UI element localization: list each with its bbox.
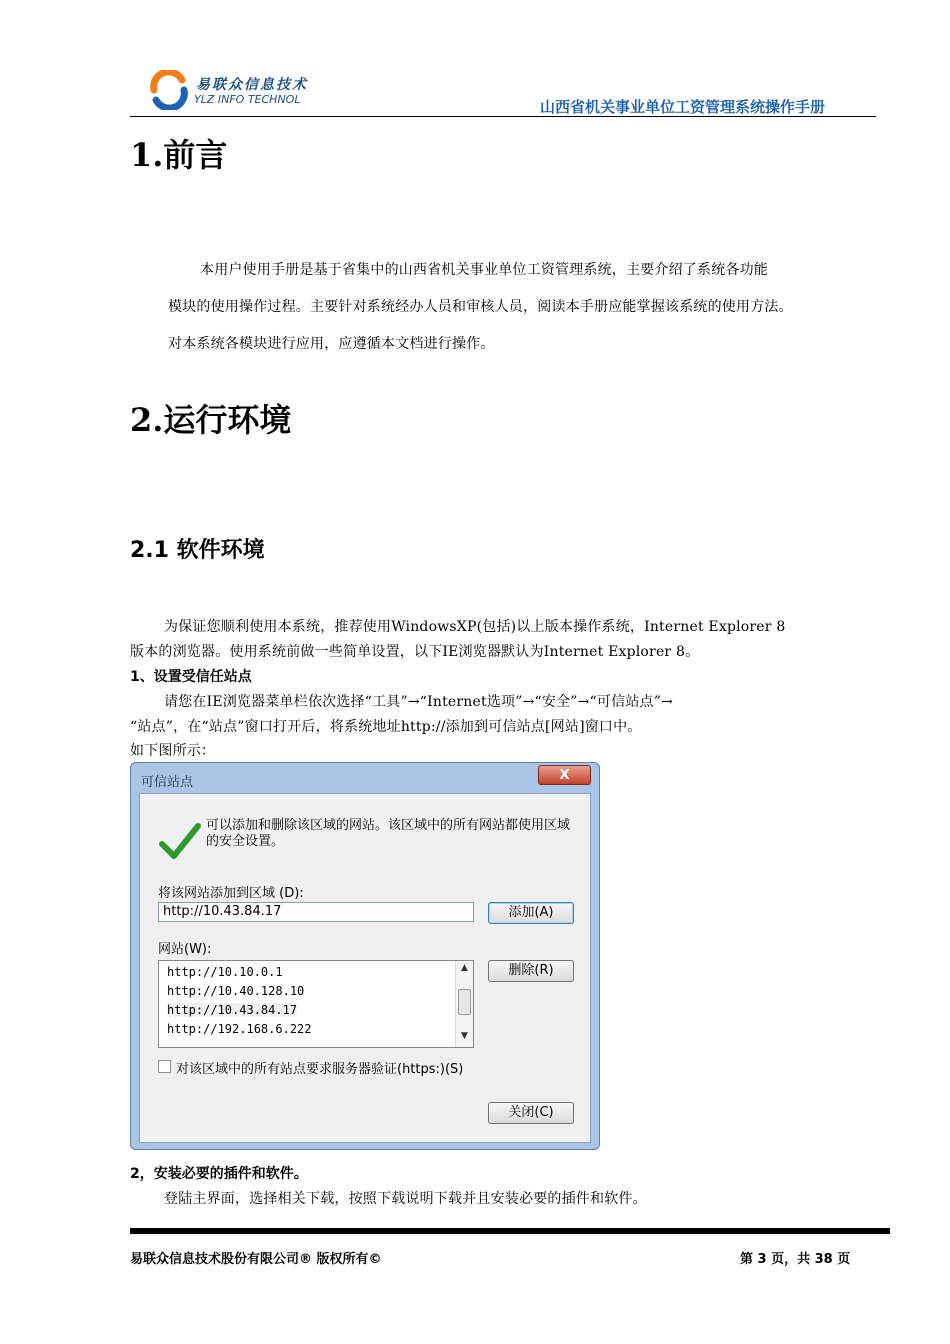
https-label: 对该区域中的所有站点要求服务器验证(https:)(S) (176, 1062, 464, 1077)
logo-english-text: YLZ INFO TECHNOL (194, 93, 301, 106)
https-checkbox[interactable] (158, 1060, 171, 1073)
preface-paragraph-line: 模块的使用操作过程。主要针对系统经办人员和审核人员，阅读本手册应能掌握该系统的使用方法。 (168, 299, 793, 315)
header-divider (130, 116, 876, 117)
section-heading-preface: 1.前言 (130, 136, 228, 174)
preface-paragraph-line: 对本系统各模块进行应用，应遵循本文档进行操作。 (168, 336, 495, 352)
add-site-label: 将该网站添加到区域 (D): (158, 886, 304, 901)
preface-paragraph-line: 本用户使用手册是基于省集中的山西省机关事业单位工资管理系统，主要介绍了系统各功能 (200, 262, 768, 278)
step2-line: 登陆主界面，选择相关下载，按照下载说明下载并且安装必要的插件和软件。 (164, 1191, 647, 1207)
dialog-title: 可信站点 (141, 775, 194, 790)
step1-title: 1、设置受信任站点 (130, 669, 252, 685)
dialog-info-text: 可以添加和删除该区域的网站。该区域中的所有网站都使用区域的安全设置。 (206, 818, 571, 849)
sites-label: 网站(W): (158, 942, 212, 957)
checkmark-icon (158, 820, 202, 864)
add-site-input[interactable]: http://10.43.84.17 (158, 902, 474, 922)
close-icon[interactable]: X (538, 765, 591, 785)
footer-divider (130, 1228, 890, 1234)
figure-intro: 如下图所示： (130, 743, 216, 759)
subsection-heading-software: 2.1 软件环境 (130, 538, 265, 563)
step1-line: “站点”，在“站点”窗口打开后，将系统地址http://添加到可信站点[网站]窗口中。 (130, 719, 642, 735)
section-heading-environment: 2.运行环境 (130, 401, 292, 439)
intro-line: 为保证您顺利使用本系统，推荐使用WindowsXP(包括)以上版本操作系统，Internet Explorer 8 (164, 619, 786, 635)
site-list-item[interactable]: http://10.40.128.10 (167, 984, 305, 998)
trusted-sites-dialog (130, 762, 600, 1150)
add-button[interactable]: 添加(A) (488, 902, 574, 924)
scroll-up-icon[interactable]: ▲ (461, 963, 468, 973)
intro-line: 版本的浏览器。使用系统前做一些简单设置，以下IE浏览器默认为Internet Explorer 8。 (130, 644, 700, 660)
scroll-thumb[interactable] (458, 989, 471, 1015)
dialog-body (139, 793, 591, 1143)
sites-list[interactable] (158, 960, 474, 1048)
site-list-item[interactable]: http://192.168.6.222 (167, 1022, 312, 1036)
remove-button[interactable]: 删除(R) (488, 960, 574, 982)
close-button[interactable]: 关闭(C) (488, 1102, 574, 1124)
sites-scrollbar[interactable] (455, 961, 474, 1047)
footer-copyright: 易联众信息技术股份有限公司® 版权所有© (130, 1252, 382, 1267)
logo-chinese-text: 易联众信息技术 (196, 77, 308, 93)
footer-page-number: 第 3 页，共 38 页 (740, 1252, 851, 1267)
step1-line: 请您在IE浏览器菜单栏依次选择“工具”→“Internet选项”→“安全”→“可信站点”→ (164, 694, 674, 710)
dialog-titlebar (131, 763, 599, 793)
site-list-item[interactable]: http://10.43.84.17 (167, 1003, 298, 1017)
document-title: 山西省机关事业单位工资管理系统操作手册 (540, 98, 826, 116)
company-logo-icon (148, 70, 190, 110)
site-list-item[interactable]: http://10.10.0.1 (167, 965, 283, 979)
step2-title: 2，安装必要的插件和软件。 (130, 1166, 308, 1182)
scroll-down-icon[interactable]: ▼ (461, 1031, 468, 1041)
